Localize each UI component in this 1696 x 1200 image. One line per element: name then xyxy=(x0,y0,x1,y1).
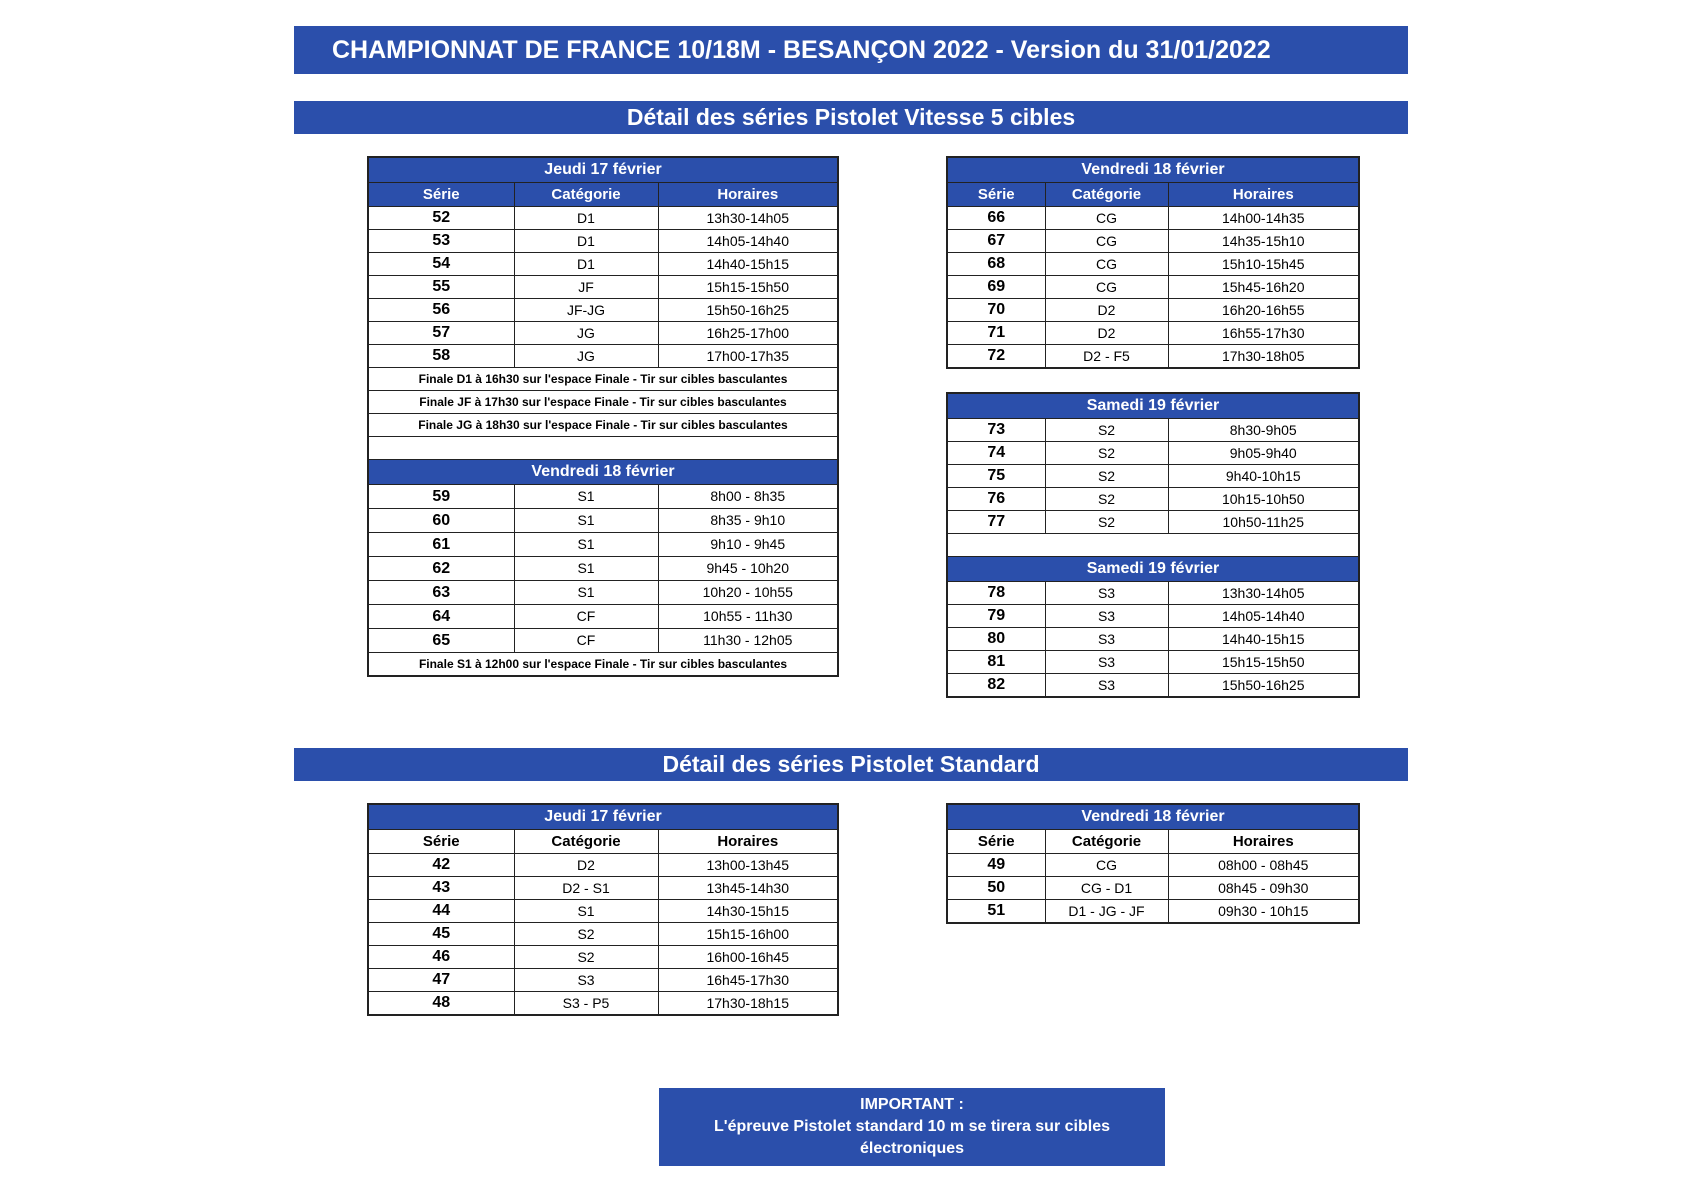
table-row xyxy=(368,533,838,557)
table-row xyxy=(947,651,1359,674)
table-row xyxy=(368,581,838,605)
serie-cell: 73 xyxy=(947,419,1045,442)
horaires-cell: 08h45 - 09h30 xyxy=(1168,877,1359,900)
serie-cell: 49 xyxy=(947,854,1045,877)
col-horaires: Horaires xyxy=(658,183,838,207)
horaires-cell: 15h15-16h00 xyxy=(658,923,838,946)
serie-cell: 47 xyxy=(368,969,514,992)
serie-cell: 81 xyxy=(947,651,1045,674)
serie-cell: 82 xyxy=(947,674,1045,698)
horaires-cell: 8h00 - 8h35 xyxy=(658,485,838,509)
table-row xyxy=(947,465,1359,488)
horaires-cell: 10h55 - 11h30 xyxy=(658,605,838,629)
serie-cell: 45 xyxy=(368,923,514,946)
horaires-cell: 15h50-16h25 xyxy=(1168,674,1359,698)
horaires-cell: 8h30-9h05 xyxy=(1168,419,1359,442)
table-row xyxy=(368,969,838,992)
categorie-cell: CG - D1 xyxy=(1045,877,1168,900)
horaires-cell: 16h25-17h00 xyxy=(658,322,838,345)
col-categorie: Catégorie xyxy=(1045,830,1168,854)
horaires-cell: 16h20-16h55 xyxy=(1168,299,1359,322)
vitesse-right-table-1 xyxy=(946,156,1360,369)
horaires-cell: 14h05-14h40 xyxy=(658,230,838,253)
table-row xyxy=(368,253,838,276)
spacer-row xyxy=(947,534,1359,557)
serie-cell: 76 xyxy=(947,488,1045,511)
serie-cell: 78 xyxy=(947,582,1045,605)
finale-note: Finale S1 à 12h00 sur l'espace Finale - Tir sur cibles basculantes xyxy=(368,653,838,677)
categorie-cell: S3 xyxy=(1045,628,1168,651)
serie-cell: 64 xyxy=(368,605,514,629)
table-row xyxy=(947,207,1359,230)
categorie-cell: D1 - JG - JF xyxy=(1045,900,1168,924)
table-row xyxy=(947,488,1359,511)
col-serie: Série xyxy=(368,830,514,854)
horaires-cell: 11h30 - 12h05 xyxy=(658,629,838,653)
serie-cell: 67 xyxy=(947,230,1045,253)
table-row xyxy=(947,322,1359,345)
horaires-cell: 16h55-17h30 xyxy=(1168,322,1359,345)
important-line-2: électroniques xyxy=(859,1140,965,1157)
serie-cell: 57 xyxy=(368,322,514,345)
horaires-cell: 14h30-15h15 xyxy=(658,900,838,923)
table-row xyxy=(947,854,1359,877)
horaires-cell: 09h30 - 10h15 xyxy=(1168,900,1359,924)
categorie-cell: D2 - F5 xyxy=(1045,345,1168,369)
main-title-text: CHAMPIONNAT DE FRANCE 10/18M - BESANÇON 2022 - Version du 31/01/2022 xyxy=(332,35,1271,64)
table-row xyxy=(947,674,1359,698)
categorie-cell: S3 - P5 xyxy=(514,992,658,1016)
col-categorie: Catégorie xyxy=(1045,183,1168,207)
categorie-cell: D1 xyxy=(514,207,658,230)
categorie-cell: D2 xyxy=(514,854,658,877)
table-row xyxy=(368,605,838,629)
horaires-cell: 16h45-17h30 xyxy=(658,969,838,992)
table-row xyxy=(368,946,838,969)
finale-note: Finale D1 à 16h30 sur l'espace Finale - Tir sur cibles basculantes xyxy=(368,368,838,391)
table-row xyxy=(368,629,838,653)
serie-cell: 52 xyxy=(368,207,514,230)
serie-cell: 77 xyxy=(947,511,1045,534)
horaires-cell: 13h30-14h05 xyxy=(658,207,838,230)
categorie-cell: S1 xyxy=(514,485,658,509)
categorie-cell: S1 xyxy=(514,533,658,557)
serie-cell: 74 xyxy=(947,442,1045,465)
horaires-cell: 9h10 - 9h45 xyxy=(658,533,838,557)
horaires-cell: 10h50-11h25 xyxy=(1168,511,1359,534)
standard-right-table xyxy=(946,803,1360,924)
horaires-cell: 08h00 - 08h45 xyxy=(1168,854,1359,877)
categorie-cell: CG xyxy=(1045,253,1168,276)
col-serie: Série xyxy=(947,830,1045,854)
table-row xyxy=(947,605,1359,628)
horaires-cell: 9h45 - 10h20 xyxy=(658,557,838,581)
serie-cell: 53 xyxy=(368,230,514,253)
horaires-cell: 14h40-15h15 xyxy=(1168,628,1359,651)
table-row xyxy=(947,299,1359,322)
serie-cell: 68 xyxy=(947,253,1045,276)
finale-note: Finale JF à 17h30 sur l'espace Finale - Tir sur cibles basculantes xyxy=(368,391,838,414)
serie-cell: 46 xyxy=(368,946,514,969)
horaires-cell: 17h00-17h35 xyxy=(658,345,838,368)
section-title-vitesse-text: Détail des séries Pistolet Vitesse 5 cibles xyxy=(626,104,1076,130)
categorie-cell: D1 xyxy=(514,230,658,253)
horaires-cell: 14h35-15h10 xyxy=(1168,230,1359,253)
serie-cell: 63 xyxy=(368,581,514,605)
serie-cell: 62 xyxy=(368,557,514,581)
day-header: Jeudi 17 février xyxy=(368,804,838,830)
standard-left-table xyxy=(367,803,839,1016)
horaires-cell: 15h15-15h50 xyxy=(658,276,838,299)
important-line-1: L'épreuve Pistolet standard 10 m se tirera sur cibles xyxy=(714,1118,1110,1135)
table-row xyxy=(368,877,838,900)
serie-cell: 70 xyxy=(947,299,1045,322)
important-notice xyxy=(659,1088,1165,1166)
horaires-cell: 9h05-9h40 xyxy=(1168,442,1359,465)
horaires-cell: 10h15-10h50 xyxy=(1168,488,1359,511)
section-title-vitesse xyxy=(294,101,1408,134)
categorie-cell: CG xyxy=(1045,276,1168,299)
serie-cell: 79 xyxy=(947,605,1045,628)
table-row xyxy=(368,509,838,533)
serie-cell: 66 xyxy=(947,207,1045,230)
serie-cell: 55 xyxy=(368,276,514,299)
categorie-cell: CG xyxy=(1045,230,1168,253)
table-row xyxy=(368,299,838,322)
horaires-cell: 13h30-14h05 xyxy=(1168,582,1359,605)
categorie-cell: S3 xyxy=(1045,605,1168,628)
categorie-cell: S2 xyxy=(1045,511,1168,534)
table-row xyxy=(368,322,838,345)
serie-cell: 42 xyxy=(368,854,514,877)
table-row xyxy=(368,485,838,509)
serie-cell: 48 xyxy=(368,992,514,1016)
categorie-cell: S3 xyxy=(1045,582,1168,605)
categorie-cell: D2 - S1 xyxy=(514,877,658,900)
serie-cell: 61 xyxy=(368,533,514,557)
table-row xyxy=(368,557,838,581)
horaires-cell: 14h40-15h15 xyxy=(658,253,838,276)
horaires-cell: 15h10-15h45 xyxy=(1168,253,1359,276)
table-row xyxy=(947,582,1359,605)
important-title: IMPORTANT : xyxy=(860,1096,964,1113)
day-header: Jeudi 17 février xyxy=(368,157,838,183)
categorie-cell: S3 xyxy=(1045,674,1168,698)
spacer-row xyxy=(368,437,838,460)
horaires-cell: 13h45-14h30 xyxy=(658,877,838,900)
table-row xyxy=(368,230,838,253)
categorie-cell: S2 xyxy=(1045,419,1168,442)
horaires-cell: 14h00-14h35 xyxy=(1168,207,1359,230)
horaires-cell: 15h50-16h25 xyxy=(658,299,838,322)
col-serie: Série xyxy=(368,183,514,207)
serie-cell: 69 xyxy=(947,276,1045,299)
day-header: Vendredi 18 février xyxy=(368,460,838,485)
horaires-cell: 17h30-18h15 xyxy=(658,992,838,1016)
table-row xyxy=(947,276,1359,299)
table-row xyxy=(368,923,838,946)
categorie-cell: JF xyxy=(514,276,658,299)
categorie-cell: CG xyxy=(1045,854,1168,877)
table-row xyxy=(368,276,838,299)
table-row xyxy=(368,992,838,1016)
categorie-cell: JF-JG xyxy=(514,299,658,322)
table-row xyxy=(947,877,1359,900)
col-serie: Série xyxy=(947,183,1045,207)
serie-cell: 51 xyxy=(947,900,1045,924)
categorie-cell: JG xyxy=(514,322,658,345)
main-title xyxy=(294,26,1408,74)
serie-cell: 65 xyxy=(368,629,514,653)
serie-cell: 80 xyxy=(947,628,1045,651)
table-row xyxy=(947,628,1359,651)
categorie-cell: S3 xyxy=(514,969,658,992)
col-categorie: Catégorie xyxy=(514,830,658,854)
horaires-cell: 15h45-16h20 xyxy=(1168,276,1359,299)
serie-cell: 56 xyxy=(368,299,514,322)
table-row xyxy=(947,230,1359,253)
serie-cell: 75 xyxy=(947,465,1045,488)
categorie-cell: CG xyxy=(1045,207,1168,230)
table-row xyxy=(368,345,838,368)
horaires-cell: 16h00-16h45 xyxy=(658,946,838,969)
day-header: Samedi 19 février xyxy=(947,557,1359,582)
col-categorie: Catégorie xyxy=(514,183,658,207)
categorie-cell: S2 xyxy=(1045,488,1168,511)
day-header: Samedi 19 février xyxy=(947,393,1359,419)
table-row xyxy=(368,207,838,230)
finale-note: Finale JG à 18h30 sur l'espace Finale - Tir sur cibles basculantes xyxy=(368,414,838,437)
table-row xyxy=(947,419,1359,442)
serie-cell: 71 xyxy=(947,322,1045,345)
categorie-cell: D1 xyxy=(514,253,658,276)
categorie-cell: S1 xyxy=(514,900,658,923)
horaires-cell: 10h20 - 10h55 xyxy=(658,581,838,605)
serie-cell: 44 xyxy=(368,900,514,923)
categorie-cell: CF xyxy=(514,629,658,653)
horaires-cell: 13h00-13h45 xyxy=(658,854,838,877)
horaires-cell: 15h15-15h50 xyxy=(1168,651,1359,674)
vitesse-right-table-2 xyxy=(946,392,1360,698)
categorie-cell: S3 xyxy=(1045,651,1168,674)
serie-cell: 59 xyxy=(368,485,514,509)
categorie-cell: S1 xyxy=(514,557,658,581)
table-row xyxy=(368,900,838,923)
horaires-cell: 8h35 - 9h10 xyxy=(658,509,838,533)
table-row xyxy=(947,511,1359,534)
categorie-cell: S2 xyxy=(1045,442,1168,465)
day-header: Vendredi 18 février xyxy=(947,804,1359,830)
col-horaires: Horaires xyxy=(1168,830,1359,854)
col-horaires: Horaires xyxy=(1168,183,1359,207)
horaires-cell: 9h40-10h15 xyxy=(1168,465,1359,488)
vitesse-left-table xyxy=(367,156,839,677)
serie-cell: 72 xyxy=(947,345,1045,369)
horaires-cell: 17h30-18h05 xyxy=(1168,345,1359,369)
section-title-standard xyxy=(294,748,1408,781)
categorie-cell: S2 xyxy=(514,923,658,946)
categorie-cell: JG xyxy=(514,345,658,368)
serie-cell: 54 xyxy=(368,253,514,276)
serie-cell: 60 xyxy=(368,509,514,533)
serie-cell: 50 xyxy=(947,877,1045,900)
categorie-cell: D2 xyxy=(1045,299,1168,322)
col-horaires: Horaires xyxy=(658,830,838,854)
section-title-standard-text: Détail des séries Pistolet Standard xyxy=(662,751,1040,777)
categorie-cell: CF xyxy=(514,605,658,629)
horaires-cell: 14h05-14h40 xyxy=(1168,605,1359,628)
categorie-cell: D2 xyxy=(1045,322,1168,345)
day-header: Vendredi 18 février xyxy=(947,157,1359,183)
table-row xyxy=(947,442,1359,465)
table-row xyxy=(947,253,1359,276)
serie-cell: 58 xyxy=(368,345,514,368)
categorie-cell: S2 xyxy=(1045,465,1168,488)
serie-cell: 43 xyxy=(368,877,514,900)
categorie-cell: S1 xyxy=(514,581,658,605)
categorie-cell: S2 xyxy=(514,946,658,969)
categorie-cell: S1 xyxy=(514,509,658,533)
table-row xyxy=(947,345,1359,369)
table-row xyxy=(368,854,838,877)
table-row xyxy=(947,900,1359,924)
